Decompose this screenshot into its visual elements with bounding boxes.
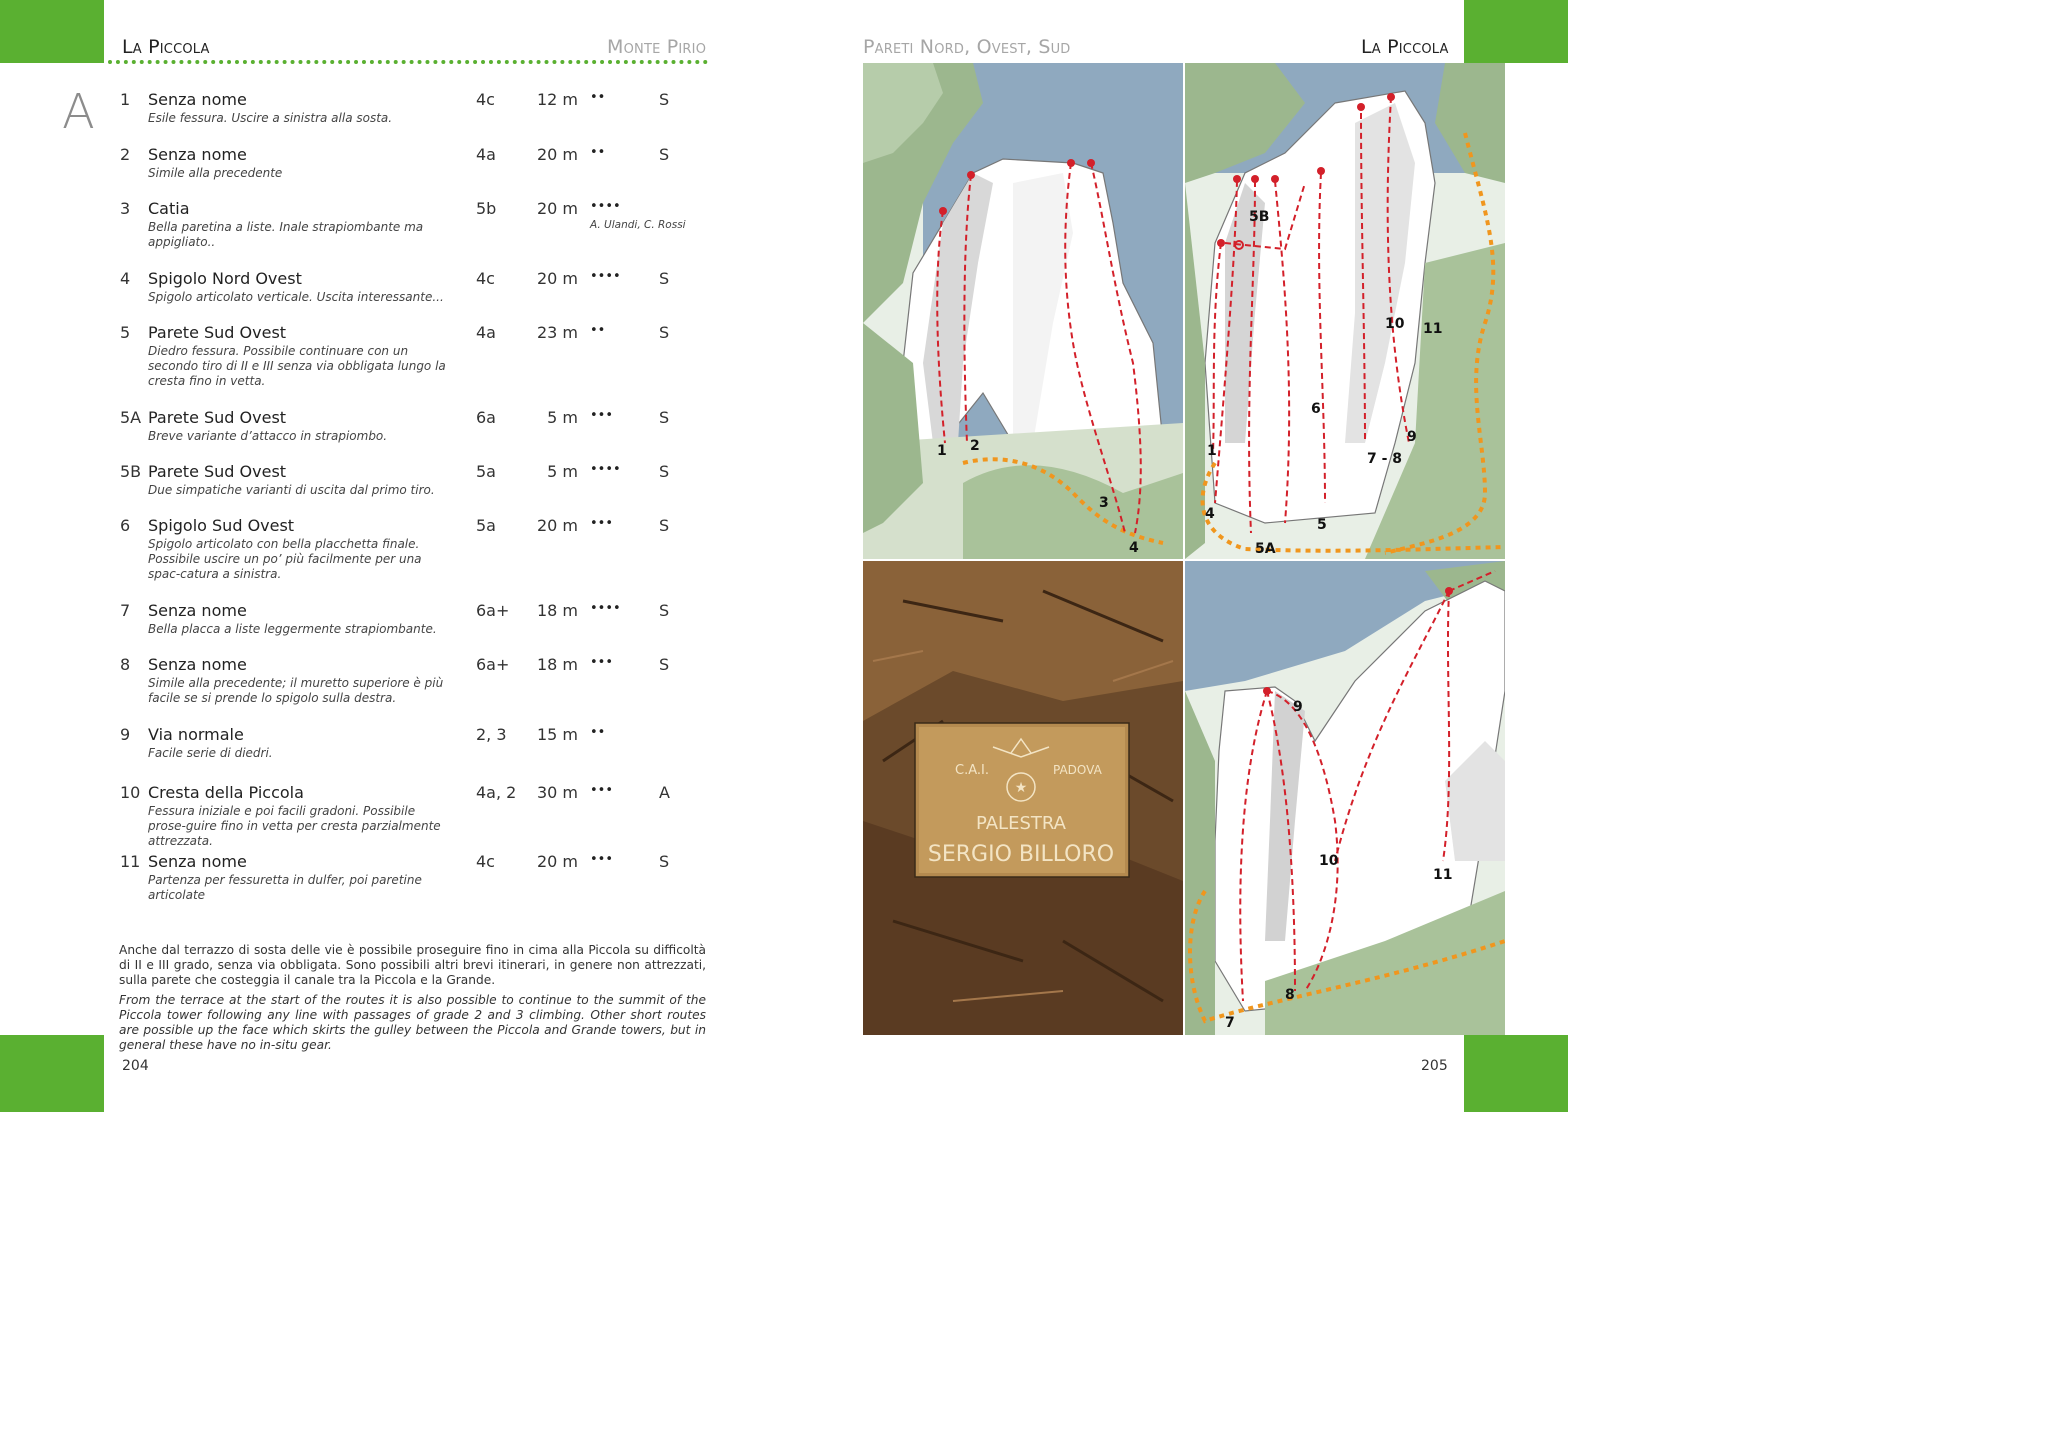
sign-text: C.A.I. bbox=[955, 763, 989, 778]
topo-label: 4 bbox=[1129, 540, 1139, 556]
route-number: 8 bbox=[120, 655, 131, 674]
route-length: 18 m bbox=[536, 655, 578, 674]
route-name: Parete Sud Ovest bbox=[148, 408, 287, 427]
topo-label: 5 bbox=[1317, 517, 1327, 533]
route-protection: S bbox=[659, 462, 670, 481]
topo-label: 8 bbox=[1285, 987, 1295, 1003]
route-name: Parete Sud Ovest bbox=[148, 323, 287, 342]
route-length: 20 m bbox=[536, 269, 578, 288]
route-length: 30 m bbox=[536, 783, 578, 802]
sign-text: SERGIO BILLORO bbox=[927, 842, 1115, 867]
route-protection: S bbox=[659, 323, 670, 342]
route-author: A. Ulandi, C. Rossi bbox=[590, 219, 686, 231]
sector-letter: A bbox=[62, 84, 95, 140]
route-number: 5 bbox=[120, 323, 131, 342]
route-description: Simile alla precedente bbox=[148, 166, 283, 180]
route-stars: •• bbox=[590, 90, 606, 105]
route-number: 5B bbox=[120, 462, 142, 481]
route-length: 20 m bbox=[536, 145, 578, 164]
route-name: Senza nome bbox=[148, 655, 247, 674]
route-protection: A bbox=[659, 783, 670, 802]
header-title: La Piccola bbox=[122, 36, 210, 58]
route-name: Senza nome bbox=[148, 145, 247, 164]
route-description: Bella paretina a liste. Inale strapiombante ma appigliato.. bbox=[148, 220, 424, 249]
route-description: Esile fessura. Uscire a sinistra alla sosta. bbox=[148, 111, 393, 125]
route-number: 2 bbox=[120, 145, 131, 164]
route-number: 7 bbox=[120, 601, 131, 620]
route-number: 11 bbox=[120, 852, 141, 871]
route-stars: •••• bbox=[590, 462, 621, 477]
route-stars: •••• bbox=[590, 601, 621, 616]
topo-label: 1 bbox=[1207, 443, 1217, 459]
header-divider bbox=[108, 60, 708, 64]
topo-label: 6 bbox=[1311, 401, 1321, 417]
right-page bbox=[784, 0, 1568, 1112]
route-name: Via normale bbox=[148, 725, 244, 744]
route-protection: S bbox=[659, 852, 670, 871]
topo-label: 5B bbox=[1249, 209, 1270, 225]
route-length: 15 m bbox=[536, 725, 578, 744]
topo-label: 7 bbox=[1225, 1015, 1235, 1031]
page-number-left: 204 bbox=[122, 1058, 149, 1074]
route-length: 5 m bbox=[547, 408, 578, 427]
route-grade: 6a bbox=[476, 408, 496, 427]
route-number: 9 bbox=[120, 725, 131, 744]
route-protection: S bbox=[659, 655, 670, 674]
route-description: Due simpatiche varianti di uscita dal primo tiro. bbox=[148, 483, 435, 497]
route-number: 1 bbox=[120, 90, 131, 109]
route-description: Diedro fessura. Possibile continuare con un secondo tiro di II e III senza via obbligata lungo la cresta fino in vetta. bbox=[148, 344, 446, 388]
route-stars: ••• bbox=[590, 408, 614, 423]
route-grade: 4a, 2 bbox=[476, 783, 517, 802]
topo-label: 9 bbox=[1407, 429, 1417, 445]
header-title-right: La Piccola bbox=[1361, 36, 1449, 58]
green-tab-top-left bbox=[0, 0, 104, 63]
topo-label: 11 bbox=[1433, 867, 1453, 883]
svg-text:★: ★ bbox=[1014, 780, 1028, 796]
topo-label: 1 bbox=[937, 443, 947, 459]
route-name: Catia bbox=[148, 199, 190, 218]
route-name: Spigolo Sud Ovest bbox=[148, 516, 295, 535]
route-name: Parete Sud Ovest bbox=[148, 462, 287, 481]
route-protection: S bbox=[659, 601, 670, 620]
topo-label: 7 - 8 bbox=[1367, 451, 1403, 467]
topo-north-west-face bbox=[863, 63, 1183, 559]
route-protection: S bbox=[659, 516, 670, 535]
route-description: Partenza per fessuretta in dulfer, poi paretine articolate bbox=[148, 873, 422, 902]
route-length: 20 m bbox=[536, 516, 578, 535]
header-area: Monte Pirio bbox=[607, 36, 707, 58]
route-protection: S bbox=[659, 90, 670, 109]
sign-text: PADOVA bbox=[1053, 763, 1102, 777]
topo-label: 9 bbox=[1293, 699, 1303, 715]
route-description: Facile serie di diedri. bbox=[148, 746, 273, 760]
header-faces: Pareti Nord, Ovest, Sud bbox=[863, 36, 1071, 58]
route-length: 20 m bbox=[536, 199, 578, 218]
route-grade: 6a+ bbox=[476, 601, 510, 620]
route-stars: ••• bbox=[590, 655, 614, 670]
topo-label: 10 bbox=[1385, 316, 1405, 332]
note-english: From the terrace at the start of the routes it is also possible to continue to the summit of the Piccola tower following any line with passages of grade 2 and 3 climbing. Other short routes are possible up the face which skirts the gulley between the Piccola and Grande towers, but in general these have no in-situ gear. bbox=[119, 993, 706, 1052]
page-number-right: 205 bbox=[1421, 1058, 1448, 1074]
route-grade: 5a bbox=[476, 516, 496, 535]
route-grade: 6a+ bbox=[476, 655, 510, 674]
topo-label: 4 bbox=[1205, 506, 1215, 522]
topo-label: 10 bbox=[1319, 853, 1339, 869]
route-description: Spigolo articolato con bella placchetta finale. Possibile uscire un po’ più facilmente per una spac-catura a sinistra. bbox=[148, 537, 422, 581]
route-description: Fessura iniziale e poi facili gradoni. Possibile prose-guire fino in vetta per cresta parzialmente attrezzata. bbox=[148, 804, 441, 848]
route-length: 5 m bbox=[547, 462, 578, 481]
route-grade: 4a bbox=[476, 145, 496, 164]
topo-label: 2 bbox=[970, 438, 980, 454]
route-stars: ••• bbox=[590, 783, 614, 798]
route-grade: 5a bbox=[476, 462, 496, 481]
route-description: Breve variante d’attacco in strapiombo. bbox=[148, 429, 388, 443]
green-tab-bottom-right bbox=[1464, 1035, 1568, 1112]
route-length: 12 m bbox=[536, 90, 578, 109]
route-protection: S bbox=[659, 408, 670, 427]
route-protection: S bbox=[659, 269, 670, 288]
sign-text: PALESTRA bbox=[976, 813, 1066, 834]
route-stars: •• bbox=[590, 725, 606, 740]
route-number: 4 bbox=[120, 269, 131, 288]
route-description: Bella placca a liste leggermente strapiombante. bbox=[148, 622, 437, 636]
route-grade: 4c bbox=[476, 852, 495, 871]
note-italian: Anche dal terrazzo di sosta delle vie è possibile proseguire fino in cima alla Piccola su difficoltà di II e III grado, senza via obbligata. Sono possibili altri brevi itinerari, in genere non attrezzati, sulla parete che costeggia il canale tra la Piccola e la Grande. bbox=[119, 943, 706, 987]
route-grade: 4c bbox=[476, 90, 495, 109]
route-number: 3 bbox=[120, 199, 131, 218]
topo-label: 11 bbox=[1423, 321, 1443, 337]
route-grade: 5b bbox=[476, 199, 497, 218]
green-tab-bottom-left bbox=[0, 1035, 104, 1112]
route-stars: •••• bbox=[590, 269, 621, 284]
topo-south-face bbox=[1185, 561, 1505, 1035]
route-name: Senza nome bbox=[148, 90, 247, 109]
topo-label: 3 bbox=[1099, 495, 1109, 511]
route-number: 10 bbox=[120, 783, 141, 802]
photo-plaque bbox=[863, 561, 1183, 1035]
route-length: 20 m bbox=[536, 852, 578, 871]
topo-south-west-face bbox=[1185, 63, 1505, 559]
left-page bbox=[0, 0, 784, 1112]
route-description: Simile alla precedente; il muretto superiore è più facile se si prende lo spigolo sulla destra. bbox=[148, 676, 444, 705]
route-grade: 4c bbox=[476, 269, 495, 288]
route-name: Spigolo Nord Ovest bbox=[148, 269, 302, 288]
topo-label: 5A bbox=[1255, 541, 1276, 557]
route-length: 18 m bbox=[536, 601, 578, 620]
route-stars: ••• bbox=[590, 516, 614, 531]
route-number: 6 bbox=[120, 516, 131, 535]
route-grade: 4a bbox=[476, 323, 496, 342]
route-stars: •• bbox=[590, 323, 606, 338]
route-stars: •• bbox=[590, 145, 606, 160]
route-length: 23 m bbox=[536, 323, 578, 342]
route-name: Cresta della Piccola bbox=[148, 783, 304, 802]
route-number: 5A bbox=[120, 408, 142, 427]
route-stars: •••• bbox=[590, 199, 621, 214]
route-description: Spigolo articolato verticale. Uscita interessante... bbox=[148, 290, 444, 304]
route-name: Senza nome bbox=[148, 601, 247, 620]
route-grade: 2, 3 bbox=[476, 725, 507, 744]
route-stars: ••• bbox=[590, 852, 614, 867]
route-name: Senza nome bbox=[148, 852, 247, 871]
route-protection: S bbox=[659, 145, 670, 164]
